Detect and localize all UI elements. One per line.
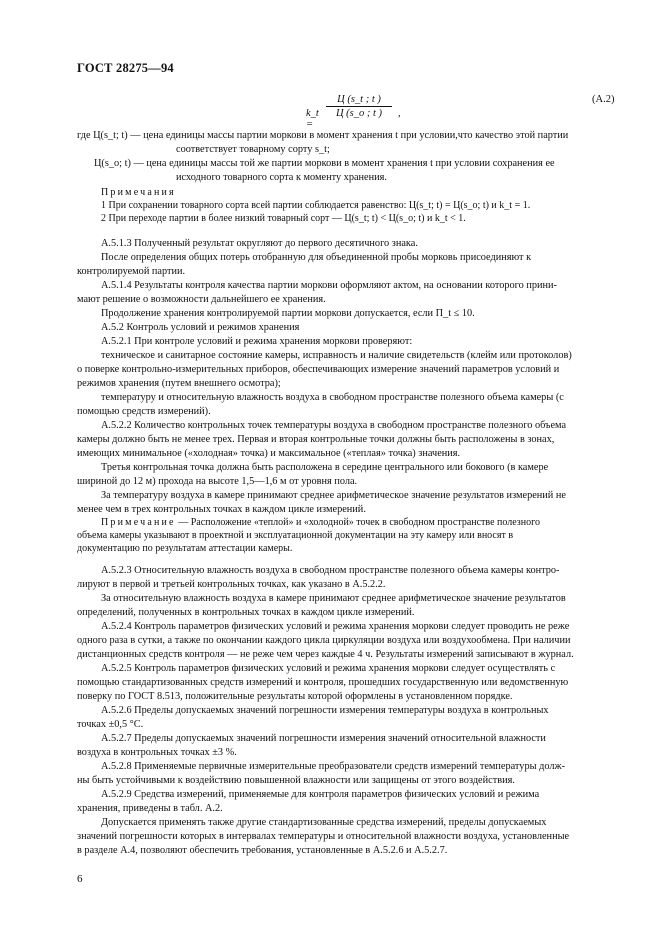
text-line: За температуру воздуха в камере принимают среднее арифметическое значение результатов измерений не	[101, 490, 566, 501]
formula-lhs: k_t =	[306, 108, 319, 130]
formula-numerator: Ц (s_t ; t )	[326, 94, 392, 107]
note-label: Примечание	[101, 517, 176, 528]
text-line: где Ц(s_t; t) — цена единицы массы партии моркови в момент хранения t при условии,что качество этой партии	[77, 130, 569, 141]
page-number: 6	[77, 873, 83, 885]
text-line: техническое и санитарное состояние камеры, исправность и наличие свидетельств (клейм или протоколов)	[101, 350, 572, 361]
body-section-a	[77, 237, 583, 517]
text-line: режимов хранения (путем внешнего осмотра);	[77, 378, 281, 389]
text-line: о поверке контрольно-измерительных приборов, обеспечивающих измерение значений параметров условий и	[77, 364, 560, 375]
text-line: температуру и относительную влажность воздуха в свободном пространстве полезного объема камеры (с	[101, 392, 564, 403]
text-line: Допускается применять также другие стандартизованные средства измерений, пределы допускаемых	[101, 817, 547, 828]
text-line: определений, полученных в контрольных точках в каждом цикле измерений.	[77, 607, 415, 618]
text-line: А.5.2.3 Относительную влажность воздуха в свободном пространстве полезного объема камеры контро-	[101, 565, 560, 576]
text-line: — Расположение «теплой» и «холодной» точек в свободном пространстве полезного	[175, 517, 540, 528]
text-line: объема камеры указывают в проектной и эксплуатационной документации на эту камеру или вносят в	[77, 530, 514, 541]
text-line: хранения, приведены в табл. А.2.	[77, 803, 223, 814]
text-line: одного раза в сутки, а также по окончании каждого цикла циркуляции воздуха или воздухообмена. При наличии	[77, 635, 571, 646]
text-line: значений погрешности которых в интервалах температуры и относительной влажности воздуха, установленные	[77, 831, 570, 842]
text-line: менее чем в трех контрольных точках в каждом цикле измерений.	[77, 504, 366, 515]
text-line: Ц(s_o; t) — цена единицы массы той же партии моркови в момент хранения t при условии сохранения ее	[94, 158, 555, 169]
text-line: помощью стандартизованных средств измерений и контроля, прошедших государственную или ведомственную	[77, 677, 569, 688]
text-line: А.5.2.9 Средства измерений, применяемые для контроля параметров физических условий и режима	[101, 789, 540, 800]
text-line: дистанционных средств контроля — не реже чем через каждые 4 ч. Результаты измерений записывают в журнал.	[77, 649, 574, 660]
text-line: А.5.1.3 Полученный результат округляют до первого десятичного знака.	[101, 238, 418, 249]
body-section-b	[77, 564, 583, 858]
text-line: А.5.1.4 Результаты контроля качества партии моркови оформляют актом, на основании которого прини-	[101, 280, 557, 291]
text-line: документацию по результатам аттестации камеры.	[77, 543, 293, 554]
text-line: А.5.2.7 Пределы допускаемых значений погрешности измерения значений относительной влажности	[101, 733, 546, 744]
text-line: А.5.2.2 Количество контрольных точек температуры воздуха в свободном пространстве полезного объема	[101, 420, 567, 431]
note-item: 1 При сохранении товарного сорта всей партии соблюдается равенство: Ц(s_t; t) = Ц(s_o; t) и k_t = 1.	[101, 200, 531, 211]
text-line: помощью средств измерений).	[77, 406, 211, 417]
text-line: точках ±0,5 °С.	[77, 719, 144, 730]
where-clause	[77, 129, 583, 185]
text-line: А.5.2.5 Контроль параметров физических условий и режима хранения моркови следует осуществлять с	[101, 663, 556, 674]
section-heading: А.5.2 Контроль условий и режимов хранения	[101, 322, 300, 333]
text-line: в разделе А.4, позволяют обеспечить требования, установленные в А.5.2.6 и А.5.2.7.	[77, 845, 448, 856]
text-line: ны быть устойчивыми к воздействию повышенной влажности или защищены от этого воздействия.	[77, 775, 515, 786]
notes-heading: Примечания	[101, 187, 176, 198]
text-line: А.5.2.4 Контроль параметров физических условий и режима хранения моркови следует проводить не реже	[101, 621, 570, 632]
text-line: Продолжение хранения контролируемой партии моркови допускается, если П_t ≤ 10.	[101, 308, 475, 319]
text-line: лируют в первой и третьей контрольных точках, как указано в А.5.2.2.	[77, 579, 386, 590]
text-line: мают решение о возможности дальнейшего ее хранения.	[77, 294, 326, 305]
text-line: поверку по ГОСТ 8.513, положительные результаты которой оформлены в установленном порядке.	[77, 691, 513, 702]
note-points	[77, 516, 583, 555]
text-line: камеры должно быть не менее трех. Первая и вторая контрольные точки должны быть расположены в зонах,	[77, 434, 555, 445]
text-line: После определения общих потерь отобранную для объединенной пробы морковь присоединяют к	[101, 252, 532, 263]
text-line: исходного товарного сорта к моменту хранения.	[176, 172, 387, 183]
text-line: Третья контрольная точка должна быть расположена в середине центрального или бокового (в камере	[101, 462, 549, 473]
text-line: За относительную влажность воздуха в камере принимают среднее арифметическое значение результатов	[101, 593, 566, 604]
standard-header: ГОСТ 28275—94	[77, 61, 174, 75]
note-item: 2 При переходе партии в более низкий товарный сорт — Ц(s_t; t) < Ц(s_o; t) и k_t < 1.	[101, 213, 466, 224]
text-line: воздуха в контрольных точках ±3 %.	[77, 747, 237, 758]
text-line: имеющих минимальное («холодная» точка) и максимальное («теплая» точка) значения.	[77, 448, 461, 459]
notes-block	[77, 186, 583, 225]
text-line: А.5.2.6 Пределы допускаемых значений погрешности измерения температуры воздуха в контрольных	[101, 705, 549, 716]
text-line: А.5.2.1 При контроле условий и режима хранения моркови проверяют:	[101, 336, 413, 347]
formula-fraction	[326, 94, 392, 119]
text-line: контролируемой партии.	[77, 266, 186, 277]
formula-denominator: Ц (s_o ; t )	[335, 108, 383, 119]
text-line: А.5.2.8 Применяемые первичные измерительные преобразователи средств измерений температуры долж-	[101, 761, 566, 772]
formula-comma: ,	[398, 108, 401, 119]
equation-number: (А.2)	[592, 94, 615, 105]
text-line: соответствует товарному сорту s_t;	[176, 144, 330, 155]
text-line: шириной до 12 м) прохода на высоте 1,5—1,6 м от уровня пола.	[77, 476, 358, 487]
